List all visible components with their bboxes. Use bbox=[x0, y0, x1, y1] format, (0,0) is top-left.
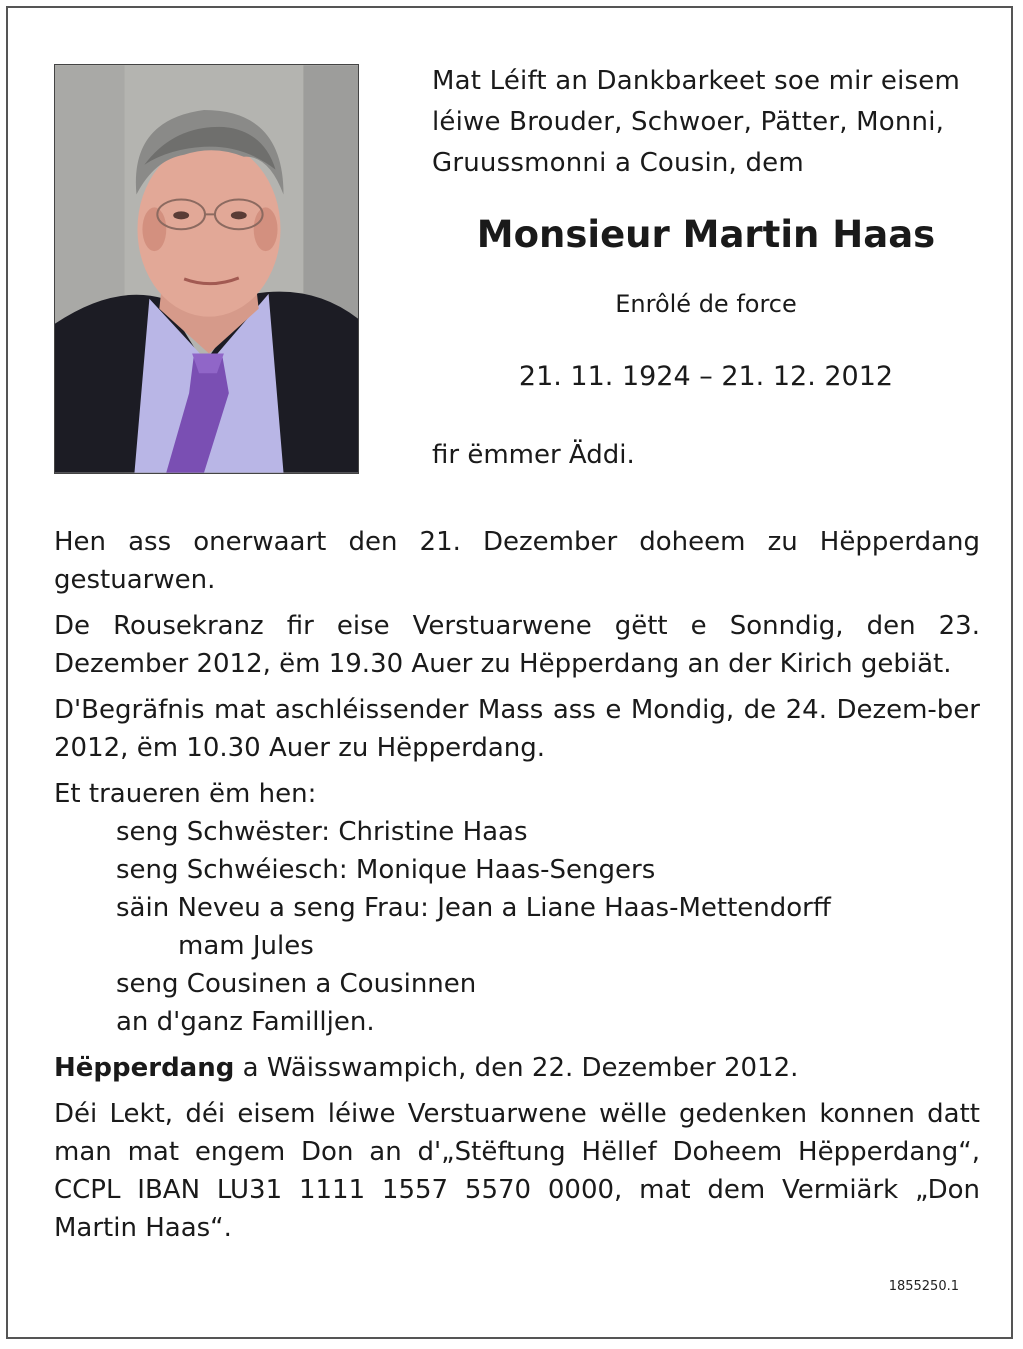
obituary-frame bbox=[6, 6, 1013, 1339]
life-dates: 21. 11. 1924 – 21. 12. 2012 bbox=[518, 361, 894, 392]
intro-text bbox=[432, 61, 987, 184]
mourner-item: säin Neveu a seng Frau: Jean a Liane Haas-Mettendorff bbox=[116, 893, 831, 923]
obituary-body bbox=[54, 523, 980, 1255]
reference-number: 1855250.1 bbox=[888, 1279, 959, 1294]
mourner-item: seng Cousinen a Cousinnen bbox=[116, 969, 477, 999]
donation-notice: Déi Lekt, déi eisem léiwe Verstuarwene wëlle gedenken konnen datt man mat engem Don an d'„Stëftung Hëllef Doheem Hëpperdang“, CCPL IBAN LU31 1111 1557 5570 0000, mat dem Vermiärk „Don Martin Haas“. bbox=[54, 1099, 980, 1243]
mourners-heading: Et traueren ëm hen: bbox=[54, 779, 317, 809]
portrait-photo bbox=[54, 64, 359, 474]
rosary-notice: De Rousekranz fir eise Verstuarwene gëtt e Sonndig, den 23. Dezember 2012, ëm 19.30 Auer zu Hëpperdang an der Kirich gebiät. bbox=[54, 611, 980, 679]
mourner-item: an d'ganz Familljen. bbox=[116, 1007, 375, 1037]
intro-line: Gruussmonni a Cousin, dem bbox=[432, 148, 804, 178]
intro-line: léiwe Brouder, Schwoer, Pätter, Monni, bbox=[432, 107, 945, 137]
place-name: Hëpperdang bbox=[54, 1053, 235, 1083]
intro-line: Mat Léift an Dankbarkeet soe mir eisem bbox=[432, 66, 961, 96]
mourner-item: seng Schwéiesch: Monique Haas-Sengers bbox=[116, 855, 656, 885]
place-date: a Wäisswampich, den 22. Dezember 2012. bbox=[234, 1053, 799, 1083]
mourner-item: seng Schwëster: Christine Haas bbox=[116, 817, 528, 847]
death-notice: Hen ass onerwaart den 21. Dezember doheem zu Hëpperdang gestuarwen. bbox=[54, 527, 980, 595]
farewell-text: fir ëmmer Äddi. bbox=[432, 440, 635, 470]
deceased-name: Monsieur Martin Haas bbox=[476, 213, 936, 256]
mourner-item: mam Jules bbox=[178, 931, 314, 961]
funeral-notice: D'Begräfnis mat aschléissender Mass ass e Mondig, de 24. Dezem-ber 2012, ëm 10.30 Auer zu Hëpperdang. bbox=[54, 695, 980, 763]
place-date-line bbox=[54, 1049, 980, 1087]
deceased-subtitle: Enrôlé de force bbox=[615, 290, 797, 318]
